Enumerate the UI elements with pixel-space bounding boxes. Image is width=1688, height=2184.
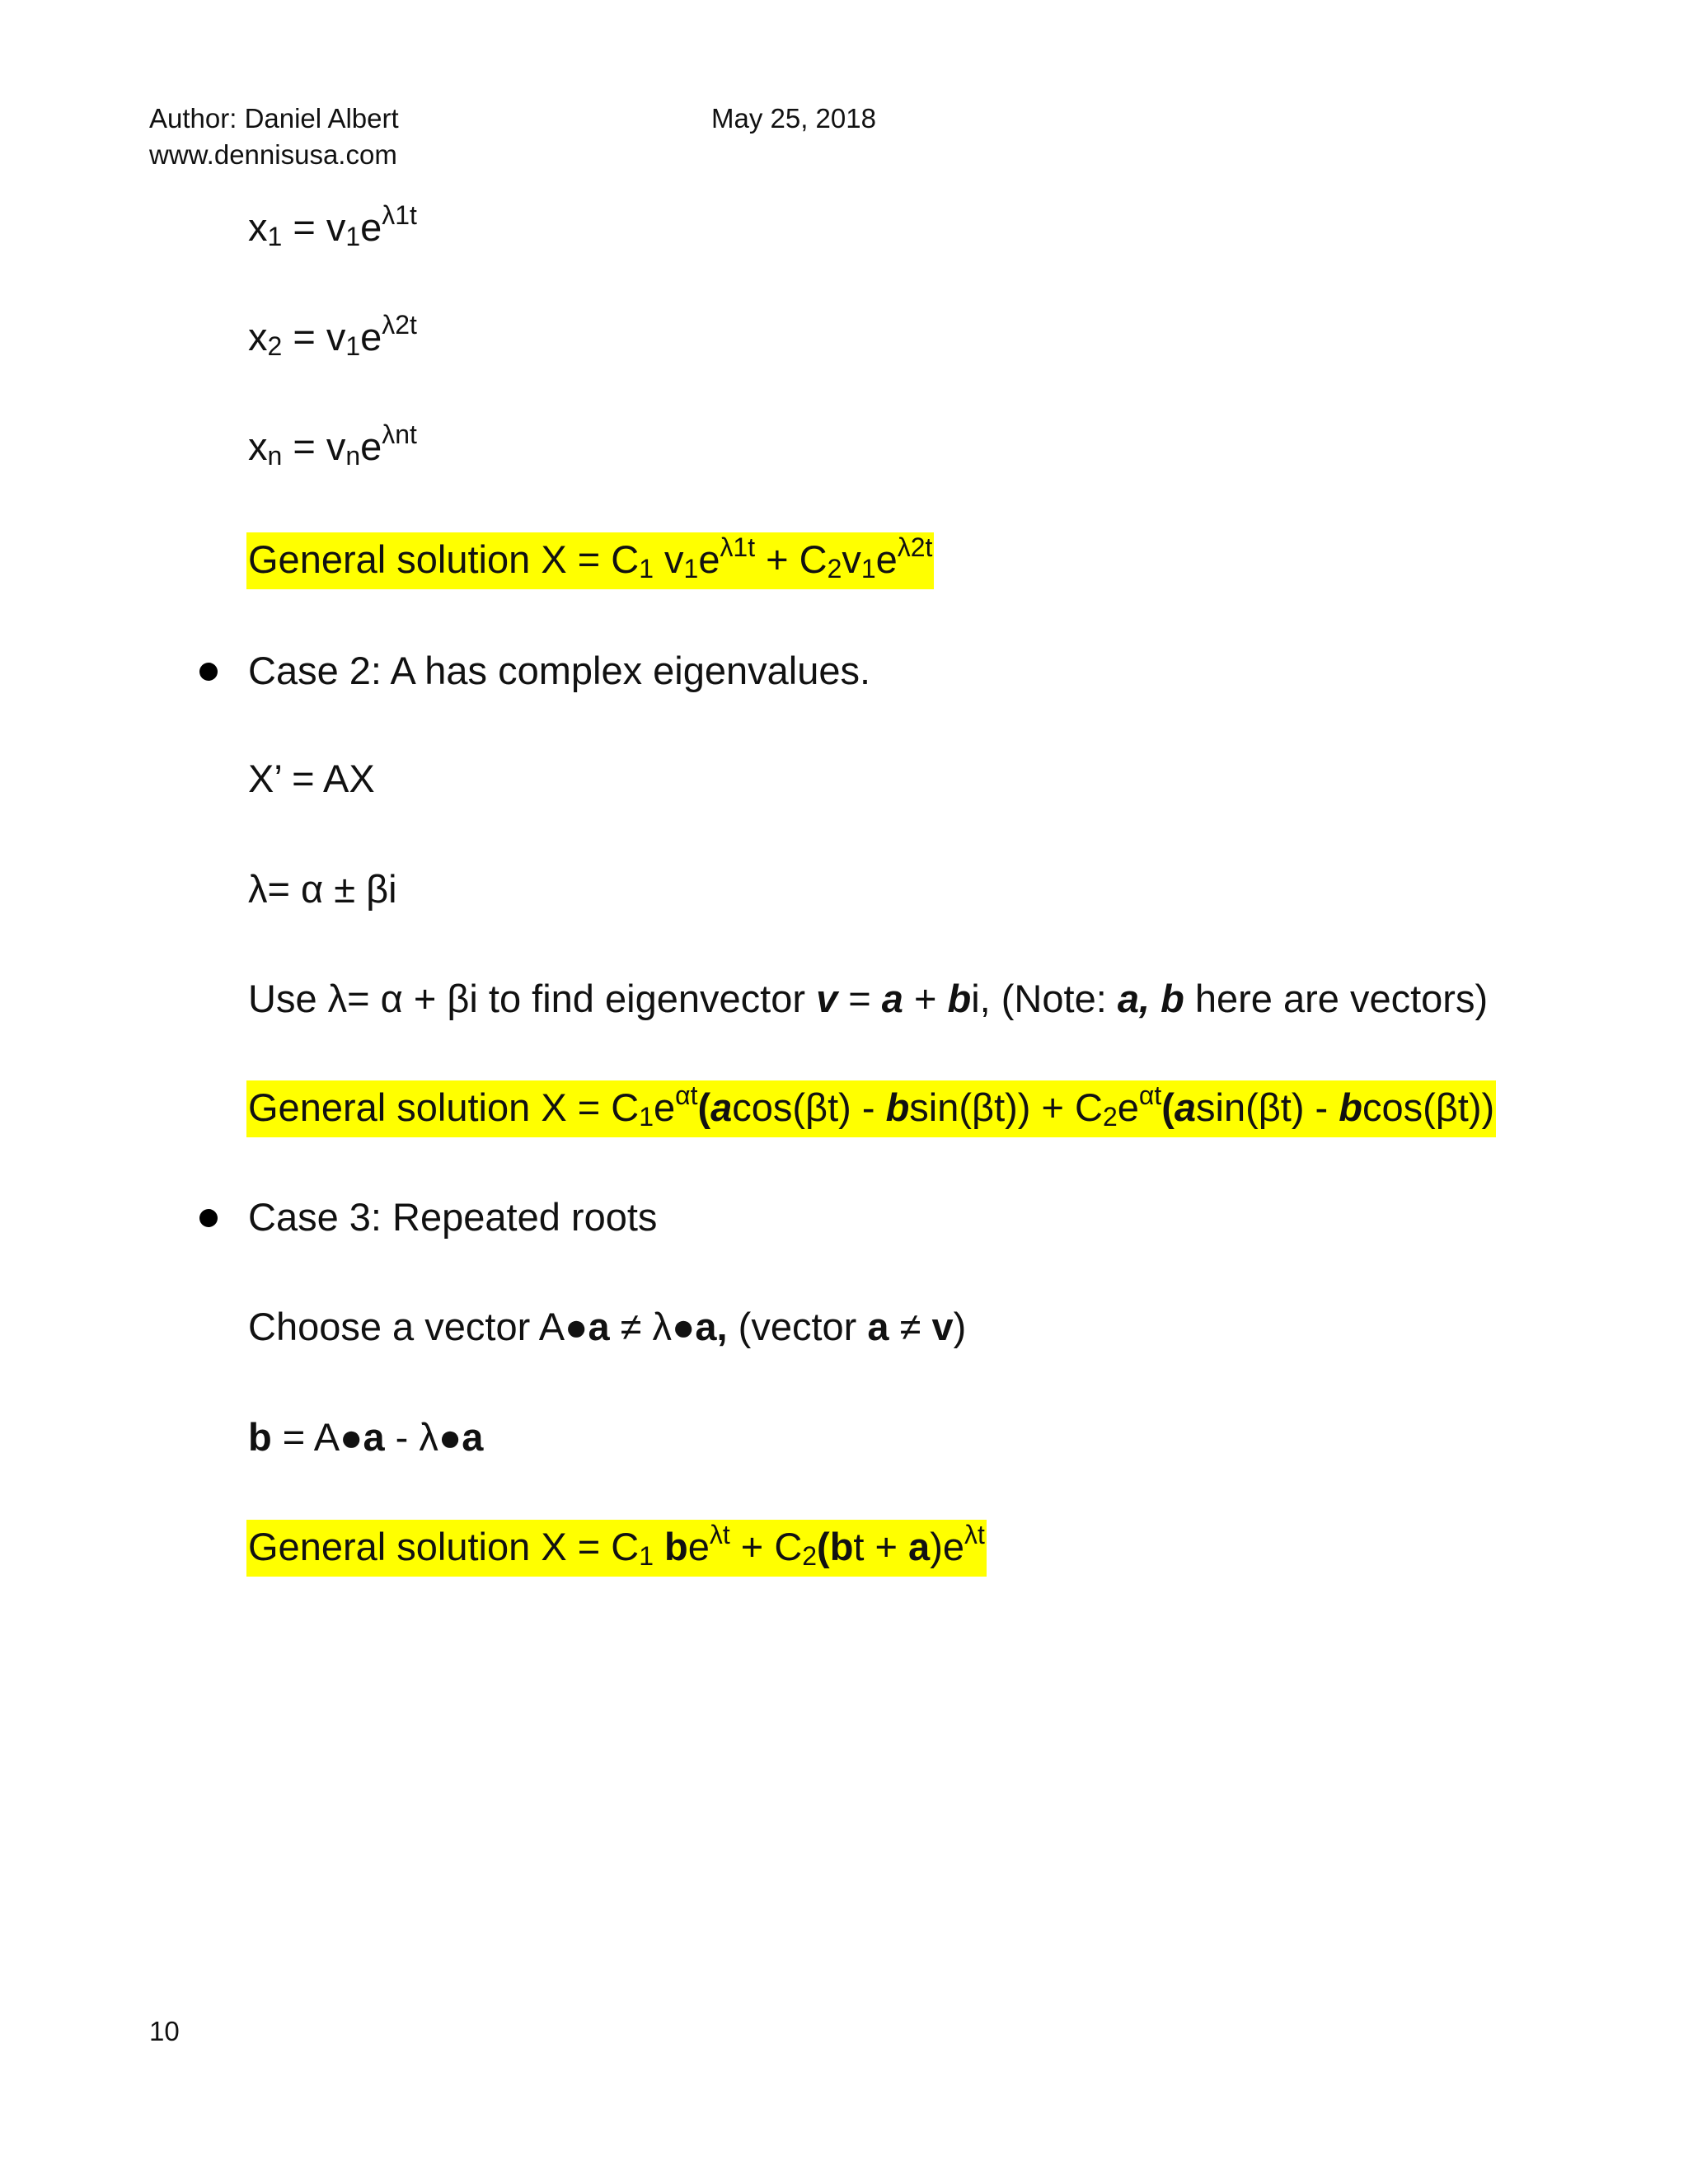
case3-heading: Case 3: Repeated roots [248, 1195, 658, 1239]
author-line: Author: Daniel Albert [149, 103, 399, 134]
case2-heading: Case 2: A has complex eigenvalues. [248, 649, 871, 692]
bullet-dot [199, 663, 218, 681]
date-line: May 25, 2018 [711, 103, 876, 134]
equation-x1: $x_1 = v_1e^{\lambda 1t}$ [248, 200, 417, 251]
highlight: General solution $X = C_1$ $be^{\lambda t} + C_2(bt + a)e^{\lambda t}$ [246, 1520, 987, 1577]
choose-vector-line: Choose a vector A●a ≠ λ●a, (vector a ≠ v) [248, 1305, 967, 1348]
equation-x2: $x_2 = v_1e^{\lambda 2t}$ [248, 310, 417, 361]
general-solution-case3 [248, 1520, 987, 1571]
website-line: www.dennisusa.com [149, 139, 397, 170]
highlight: General solution $X = C_1$ $v_1e^{\lambda 1t} + C_2v_1e^{\lambda 2t}$ [246, 532, 934, 589]
general-solution-case1 [248, 532, 934, 583]
eigenvector-instruction: Use λ= α + βi to find eigenvector v = a + bi, (Note: a, b here are vectors) [248, 977, 1489, 1020]
equation-x-prime: X’ = AX [248, 757, 375, 800]
general-solution-case2 [248, 1080, 1496, 1132]
b-definition: b = A●a - λ●a [248, 1415, 484, 1459]
bullet-dot [199, 1209, 218, 1227]
highlight: General solution $X = C_1e^{\alpha t}(acos(\beta t) - bsin(\beta t)) + C_2e^{\alpha t}(asin(\beta t) - bcos(\beta t))$ [246, 1080, 1496, 1137]
page-number: 10 [149, 2016, 180, 2046]
equation-lambda: λ= α ± βi [248, 867, 397, 911]
equation-xn: $x_n = v_ne^{\lambda nt}$ [248, 419, 417, 471]
